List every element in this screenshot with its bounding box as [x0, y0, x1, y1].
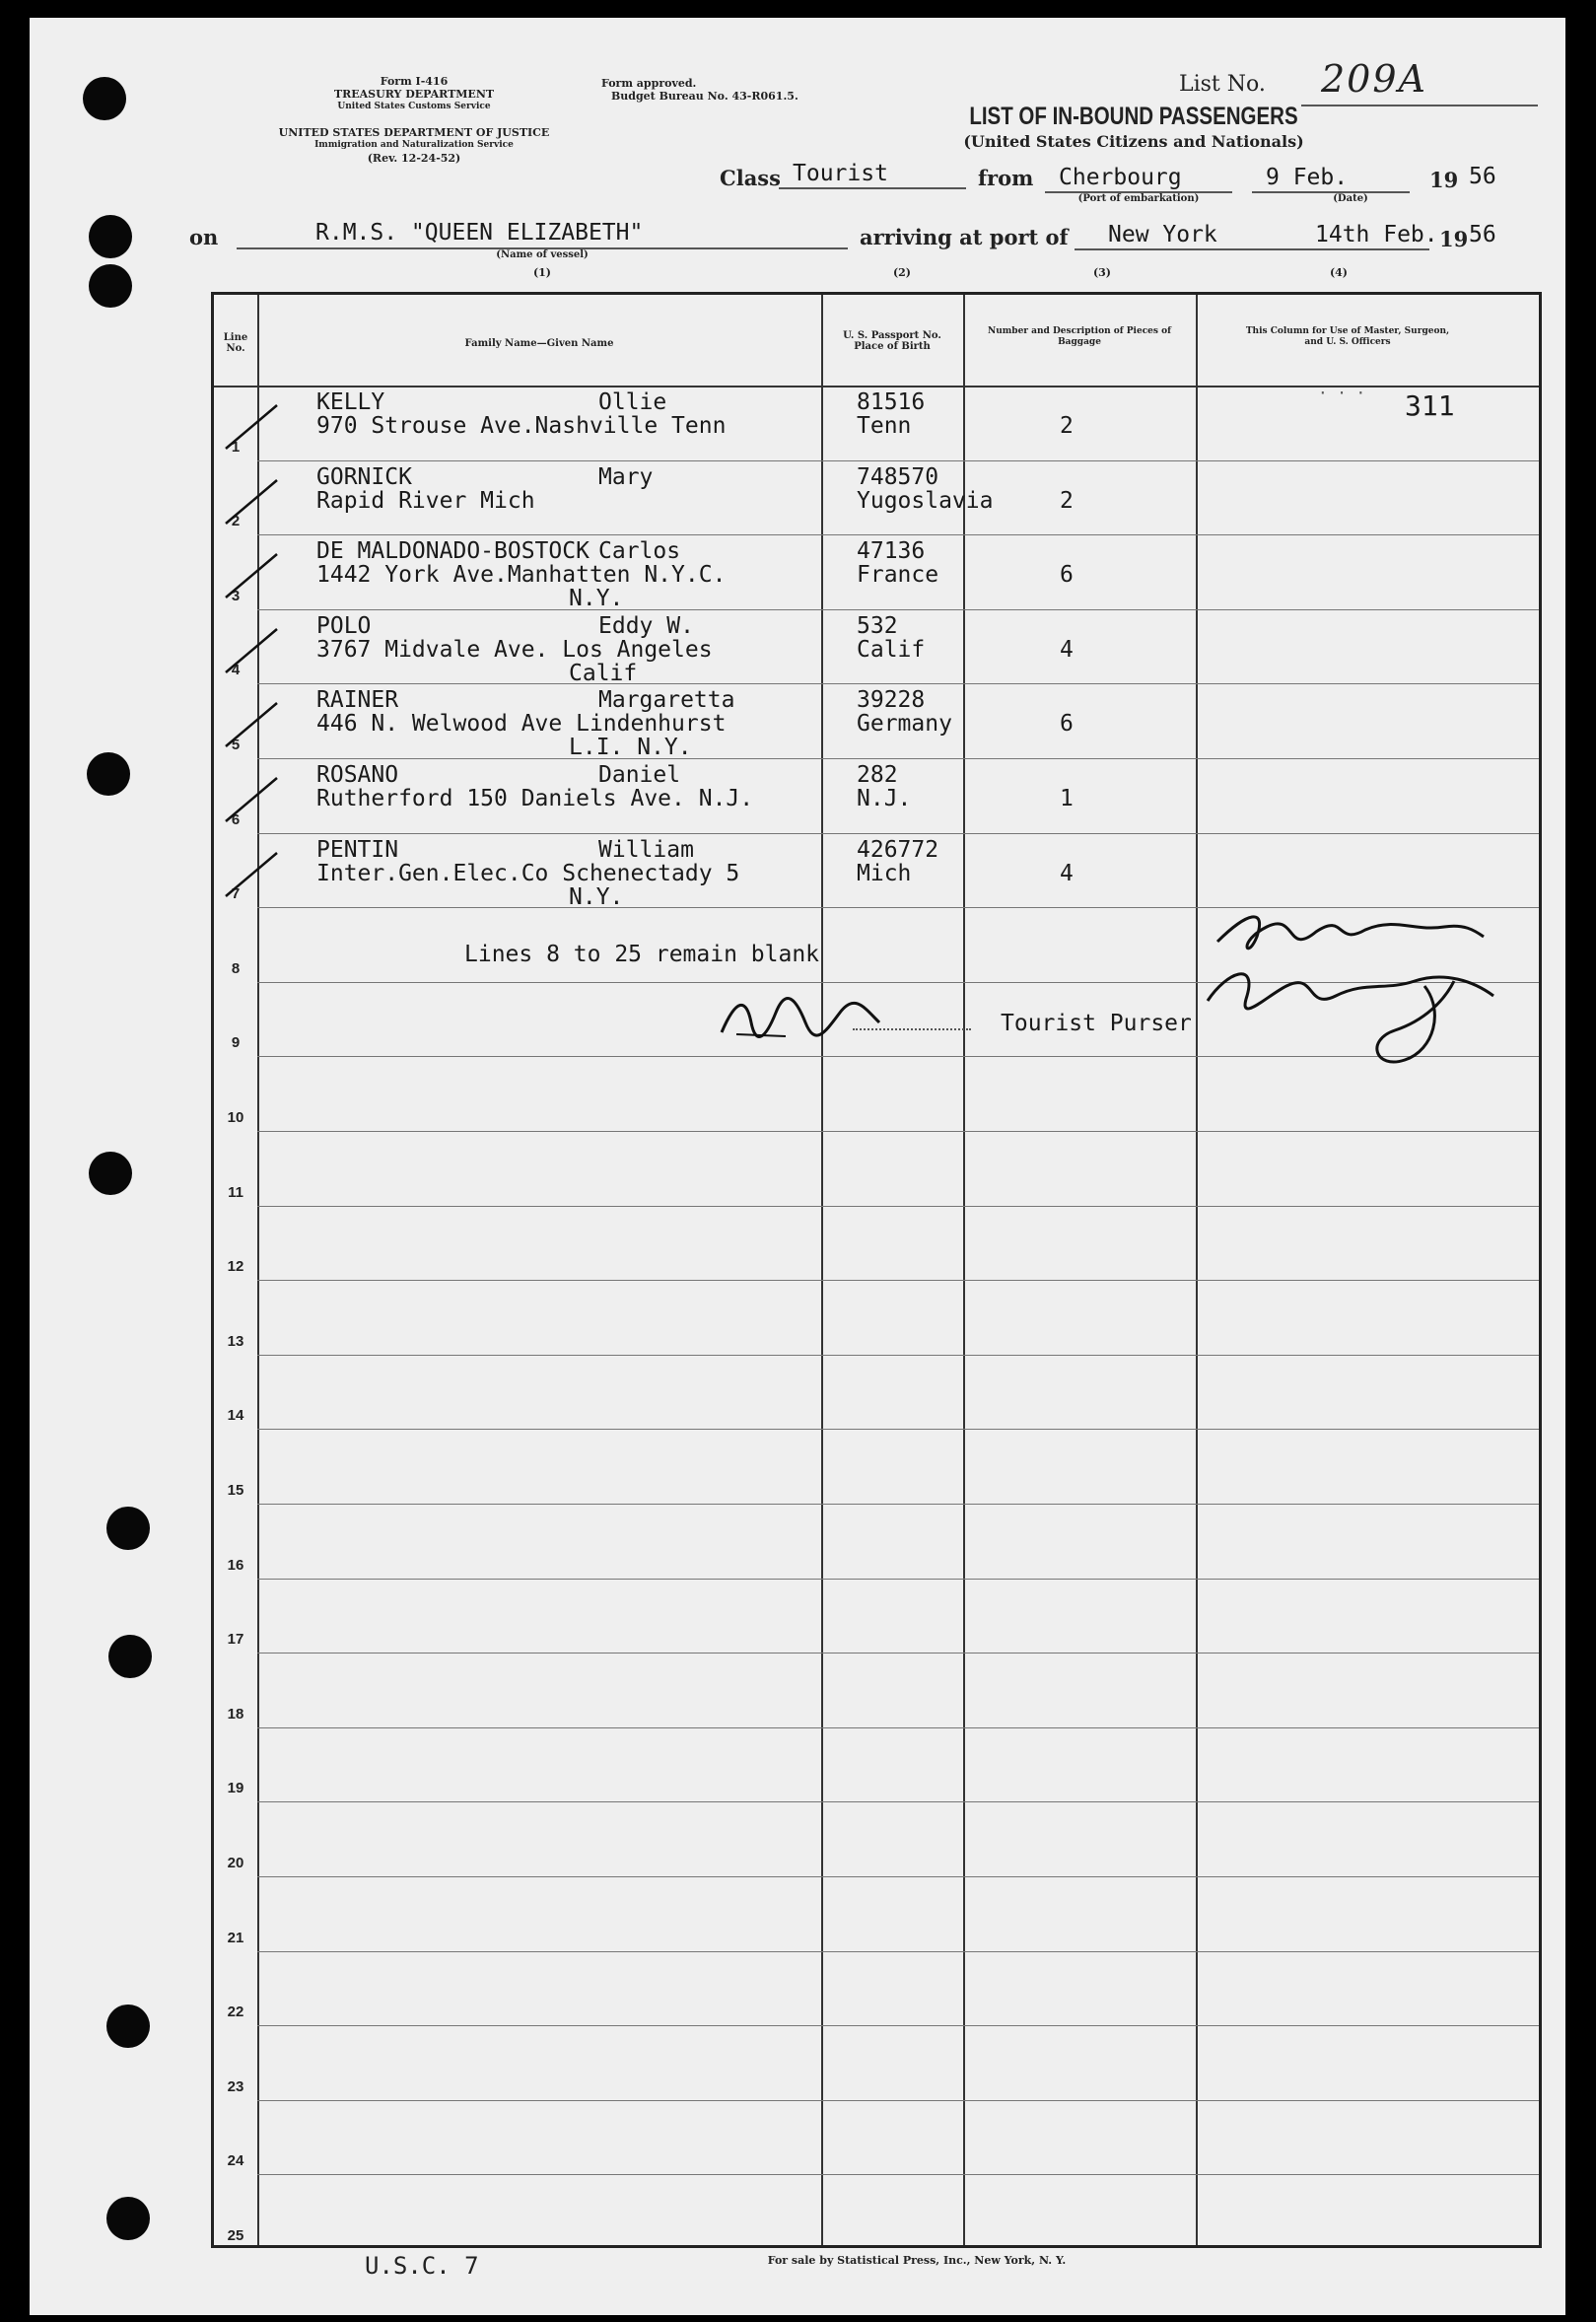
- line-number: 22: [227, 2004, 244, 2021]
- baggage-count: 1: [1060, 786, 1074, 811]
- passenger-address: 446 N. Welwood Ave Lindenhurst: [316, 711, 727, 738]
- passport-number: 47136: [857, 538, 926, 565]
- row-rule: [257, 460, 1539, 461]
- row-rule: [257, 534, 1539, 535]
- form-number: Form I-416: [380, 75, 449, 88]
- row-rule: [257, 758, 1539, 759]
- row-rule: [257, 1727, 1539, 1728]
- baggage-count: 2: [1060, 487, 1074, 514]
- row-rule: [257, 1653, 1539, 1654]
- passenger-family-name: ROSANO: [316, 762, 399, 788]
- purser-signature: [717, 993, 884, 1050]
- row-rule: [257, 683, 1539, 684]
- col-divider: [1196, 295, 1198, 2245]
- line-number: 25: [227, 2227, 244, 2244]
- punch-hole: [89, 1152, 132, 1195]
- col-ref-1: (1): [532, 266, 552, 279]
- line-number: 2: [231, 513, 241, 530]
- passenger-address-cont: N.Y.: [569, 883, 624, 910]
- passenger-family-name: GORNICK: [316, 463, 412, 490]
- form-approved: Form approved.: [601, 77, 697, 90]
- line-number: 13: [227, 1332, 244, 1350]
- from-label: from: [978, 166, 1034, 190]
- passenger-family-name: DE MALDONADO-BOSTOCK: [316, 538, 590, 565]
- place-of-birth: France: [857, 562, 939, 589]
- line-number: 1: [231, 438, 241, 456]
- passenger-family-name: KELLY: [316, 389, 385, 415]
- line-number: 21: [227, 1929, 244, 1946]
- check-mark-icon: [222, 399, 281, 458]
- punch-hole: [106, 2005, 150, 2048]
- form-code: U.S.C. 7: [365, 2252, 479, 2280]
- punch-hole: [87, 752, 130, 796]
- year-prefix: 19: [1429, 168, 1459, 192]
- line-number: 19: [227, 1780, 244, 1797]
- check-mark-icon: [222, 697, 281, 756]
- baggage-count: 4: [1060, 636, 1074, 663]
- line-number: 9: [231, 1034, 241, 1052]
- purser-dotline: [853, 1028, 971, 1030]
- passenger-address: 1442 York Ave.Manhatten N.Y.C.: [316, 562, 727, 589]
- printer-note: For sale by Statistical Press, Inc., New York, N. Y.: [767, 2254, 1067, 2267]
- row-rule: [257, 833, 1539, 834]
- passport-number: 39228: [857, 687, 926, 714]
- passenger-given-name: Eddy W.: [598, 612, 694, 639]
- line-number: 4: [231, 662, 241, 679]
- class-value: Tourist: [793, 161, 888, 186]
- passenger-address: 3767 Midvale Ave. Los Angeles: [316, 636, 713, 663]
- passenger-address: 970 Strouse Ave.Nashville Tenn: [316, 413, 727, 439]
- passenger-family-name: PENTIN: [316, 836, 399, 863]
- budget-bureau: Budget Bureau No. 43-R061.5.: [611, 90, 798, 103]
- vessel-name: R.M.S. "QUEEN ELIZABETH": [315, 220, 644, 246]
- date-caption: (Date): [1333, 193, 1368, 204]
- blank-lines-note: Lines 8 to 25 remain blank: [464, 942, 820, 967]
- check-mark-icon: [222, 548, 281, 607]
- line-number: 3: [231, 587, 241, 604]
- signature-mark-1: [717, 993, 884, 1042]
- passenger-address: Rapid River Mich: [316, 487, 535, 514]
- passport-number: 282: [857, 762, 898, 788]
- row-rule: [257, 1131, 1539, 1132]
- vessel-caption: (Name of vessel): [496, 249, 589, 260]
- punch-hole: [83, 77, 126, 120]
- list-no-underline: [1301, 105, 1538, 106]
- passenger-given-name: Margaretta: [598, 687, 735, 714]
- col-ref-4: (4): [1329, 266, 1349, 279]
- arrival-port: New York: [1108, 222, 1217, 247]
- line-number: 14: [227, 1407, 244, 1425]
- officer-scribble: · · ·: [1318, 384, 1366, 402]
- row-rule: [257, 1355, 1539, 1356]
- row-rule: [257, 609, 1539, 610]
- row-rule: [257, 1429, 1539, 1430]
- passenger-address-cont: L.I. N.Y.: [569, 735, 692, 761]
- officer-number: 311: [1405, 389, 1455, 422]
- row-rule: [257, 1504, 1539, 1505]
- passenger-family-name: RAINER: [316, 687, 399, 714]
- baggage-count: 6: [1060, 562, 1074, 589]
- list-no-label: List No.: [1179, 72, 1266, 97]
- embark-date: 9 Feb.: [1266, 165, 1349, 190]
- line-number: 16: [227, 1556, 244, 1574]
- document-page: [30, 18, 1565, 2315]
- line-number: 11: [228, 1183, 243, 1201]
- line-number: 7: [231, 885, 241, 903]
- line-number: 12: [227, 1258, 244, 1276]
- row-rule: [257, 1801, 1539, 1802]
- row-rule: [257, 1876, 1539, 1877]
- row-rule: [257, 1579, 1539, 1580]
- punch-hole: [106, 2197, 150, 2240]
- form-revision: (Rev. 12-24-52): [367, 152, 461, 165]
- col-ref-3: (3): [1092, 266, 1112, 279]
- officer-signature: [1188, 902, 1513, 1070]
- check-mark-icon: [222, 623, 281, 682]
- place-of-birth: Yugoslavia: [857, 487, 994, 514]
- line-number: 17: [227, 1631, 244, 1649]
- line-number: 5: [231, 737, 241, 753]
- place-of-birth: Mich: [857, 860, 912, 886]
- check-mark-icon: [222, 772, 281, 831]
- col-header-line: Line No.: [223, 332, 248, 354]
- place-of-birth: Tenn: [857, 413, 912, 439]
- arrival-year-prefix: 19: [1439, 227, 1469, 251]
- passenger-given-name: Carlos: [598, 538, 681, 565]
- place-of-birth: N.J.: [857, 786, 912, 811]
- passport-number: 81516: [857, 389, 926, 415]
- arrival-underline: [1075, 248, 1429, 250]
- justice-dept: UNITED STATES DEPARTMENT OF JUSTICE: [278, 126, 550, 139]
- passport-number: 532: [857, 612, 898, 639]
- col-divider: [963, 295, 965, 2245]
- baggage-count: 2: [1060, 413, 1074, 439]
- passenger-address-cont: Calif: [569, 660, 638, 686]
- punch-hole: [89, 264, 132, 308]
- arrival-date: 14th Feb.: [1315, 222, 1438, 247]
- class-underline: [779, 187, 966, 189]
- purser-label: Tourist Purser: [1001, 1011, 1192, 1036]
- year-value: 56: [1469, 164, 1496, 189]
- line-number: 23: [227, 2077, 244, 2095]
- line-number: 24: [227, 2152, 244, 2170]
- line-number: 10: [227, 1109, 244, 1126]
- passenger-address: Rutherford 150 Daniels Ave. N.J.: [316, 786, 754, 811]
- passenger-given-name: William: [598, 836, 694, 863]
- customs-service: United States Customs Service: [337, 102, 491, 111]
- check-mark-icon: [222, 847, 281, 906]
- row-rule: [257, 1280, 1539, 1281]
- line-number: 15: [227, 1482, 244, 1499]
- col-header-baggage: Number and Description of Pieces of Baggage: [988, 326, 1171, 347]
- punch-hole: [89, 215, 132, 258]
- passenger-given-name: Ollie: [598, 389, 667, 415]
- place-of-birth: Calif: [857, 636, 926, 663]
- line-number: 18: [227, 1705, 244, 1723]
- baggage-count: 4: [1060, 860, 1074, 886]
- page-title: LIST OF IN-BOUND PASSENGERS: [969, 103, 1298, 130]
- ins-service: Immigration and Naturalization Service: [314, 140, 514, 150]
- col-header-officers: This Column for Use of Master, Surgeon, and U. S. Officers: [1245, 326, 1450, 347]
- check-mark-icon: [222, 474, 281, 533]
- passport-number: 748570: [857, 463, 939, 490]
- row-rule: [257, 1206, 1539, 1207]
- row-rule: [257, 2025, 1539, 2026]
- row-rule: [257, 2100, 1539, 2101]
- line-number: 6: [231, 810, 241, 828]
- row-rule: [257, 1951, 1539, 1952]
- passport-number: 426772: [857, 836, 939, 863]
- page-subtitle: (United States Citizens and Nationals): [963, 132, 1304, 151]
- class-label: Class: [720, 166, 781, 190]
- passenger-address-cont: N.Y.: [569, 586, 624, 612]
- treasury-dept: TREASURY DEPARTMENT: [333, 88, 495, 101]
- passenger-table: [211, 292, 1542, 2248]
- row-rule: [257, 2174, 1539, 2175]
- passenger-given-name: Daniel: [598, 762, 681, 788]
- passenger-address: Inter.Gen.Elec.Co Schenectady 5: [316, 860, 740, 886]
- arriving-label: arriving at port of: [860, 225, 1069, 249]
- on-label: on: [189, 225, 219, 249]
- col-header-passport: U. S. Passport No. Place of Birth: [843, 330, 941, 352]
- place-of-birth: Germany: [857, 711, 952, 738]
- punch-hole: [108, 1635, 152, 1678]
- line-number: 8: [231, 959, 241, 977]
- punch-hole: [106, 1507, 150, 1550]
- col-ref-2: (2): [892, 266, 912, 279]
- col-header-name: Family Name—Given Name: [464, 338, 614, 349]
- list-number: 209A: [1321, 57, 1427, 101]
- passenger-family-name: POLO: [316, 612, 372, 639]
- embark-port: Cherbourg: [1059, 165, 1182, 190]
- baggage-count: 6: [1060, 711, 1074, 738]
- port-caption: (Port of embarkation): [1077, 193, 1200, 204]
- arrival-year: 56: [1469, 222, 1496, 247]
- col-divider: [821, 295, 823, 2245]
- line-number: 20: [227, 1855, 244, 1871]
- passenger-given-name: Mary: [598, 463, 654, 490]
